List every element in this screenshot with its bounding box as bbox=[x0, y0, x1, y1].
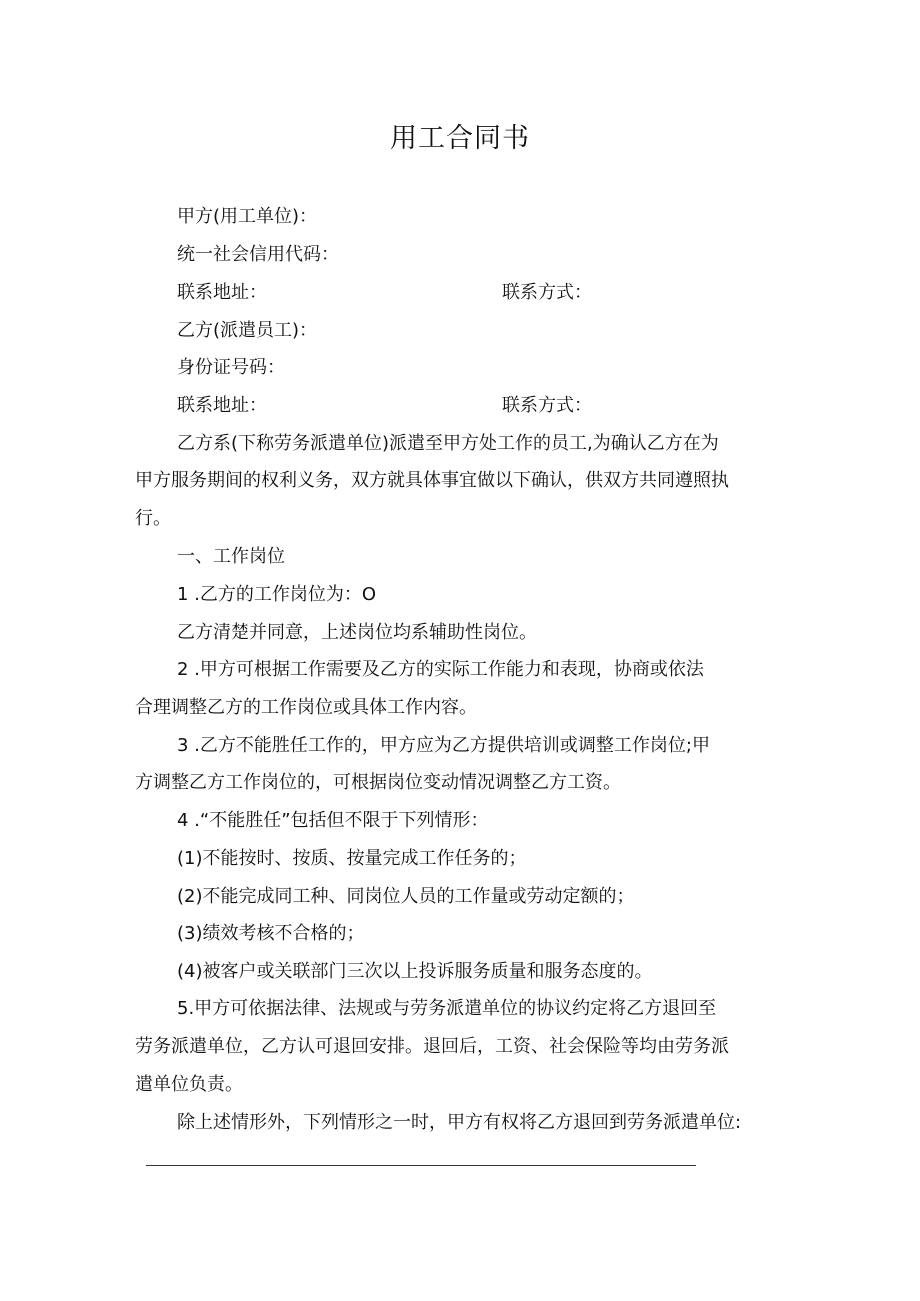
intro-line-3: 行。 bbox=[135, 508, 171, 529]
item-1-note: 乙方清楚并同意，上述岗位均系辅助性岗位。 bbox=[177, 622, 537, 643]
item-1: 1 .乙方的工作岗位为：O bbox=[177, 584, 377, 605]
party-a-address-label: 联系地址： bbox=[177, 282, 267, 303]
item-4-sub-3: (3)绩效考核不合格的； bbox=[177, 923, 365, 944]
party-a-contact-label: 联系方式： bbox=[502, 282, 592, 303]
party-b-label: 乙方(派遣员工)： bbox=[177, 320, 318, 341]
item-4: 4 .“不能胜任”包括但不限于下列情形： bbox=[177, 810, 489, 831]
item-4-sub-4: (4)被客户或关联部门三次以上投诉服务质量和服务态度的。 bbox=[177, 961, 653, 982]
party-b-contact-label: 联系方式： bbox=[502, 395, 592, 416]
document-title: 用工合同书 bbox=[390, 123, 530, 154]
final-line: 除上述情形外，下列情形之一时，甲方有权将乙方退回到劳务派遣单位: bbox=[177, 1112, 742, 1133]
party-a-label: 甲方(用工单位)： bbox=[177, 206, 318, 227]
item-2-line-2: 合理调整乙方的工作岗位或具体工作内容。 bbox=[135, 697, 477, 718]
item-3-line-1: 3 .乙方不能胜任工作的，甲方应为乙方提供培训或调整工作岗位;甲 bbox=[177, 735, 710, 756]
item-4-sub-1: (1)不能按时、按质、按量完成工作任务的； bbox=[177, 848, 527, 869]
footer-divider bbox=[146, 1165, 696, 1166]
item-5-line-2: 劳务派遣单位，乙方认可退回安排。退回后，工资、社会保险等均由劳务派 bbox=[135, 1036, 729, 1057]
intro-line-1: 乙方系(下称劳务派遣单位)派遣至甲方处工作的员工,为确认乙方在为 bbox=[177, 433, 719, 454]
id-number-label: 身份证号码： bbox=[177, 357, 285, 378]
item-2-line-1: 2 .甲方可根据工作需要及乙方的实际工作能力和表现，协商或依法 bbox=[177, 659, 704, 680]
intro-line-2: 甲方服务期间的权利义务，双方就具体事宜做以下确认，供双方共同遵照执 bbox=[135, 470, 729, 491]
item-4-sub-2: (2)不能完成同工种、同岗位人员的工作量或劳动定额的； bbox=[177, 886, 635, 907]
section-1-heading: 一、工作岗位 bbox=[177, 546, 285, 567]
item-3-line-2: 方调整乙方工作岗位的，可根据岗位变动情况调整乙方工资。 bbox=[135, 772, 621, 793]
party-b-address-label: 联系地址： bbox=[177, 395, 267, 416]
item-5-line-3: 遣单位负责。 bbox=[135, 1074, 243, 1095]
credit-code-label: 统一社会信用代码： bbox=[177, 244, 339, 265]
item-5-line-1: 5.甲方可依据法律、法规或与劳务派遣单位的协议约定将乙方退回至 bbox=[177, 998, 717, 1019]
